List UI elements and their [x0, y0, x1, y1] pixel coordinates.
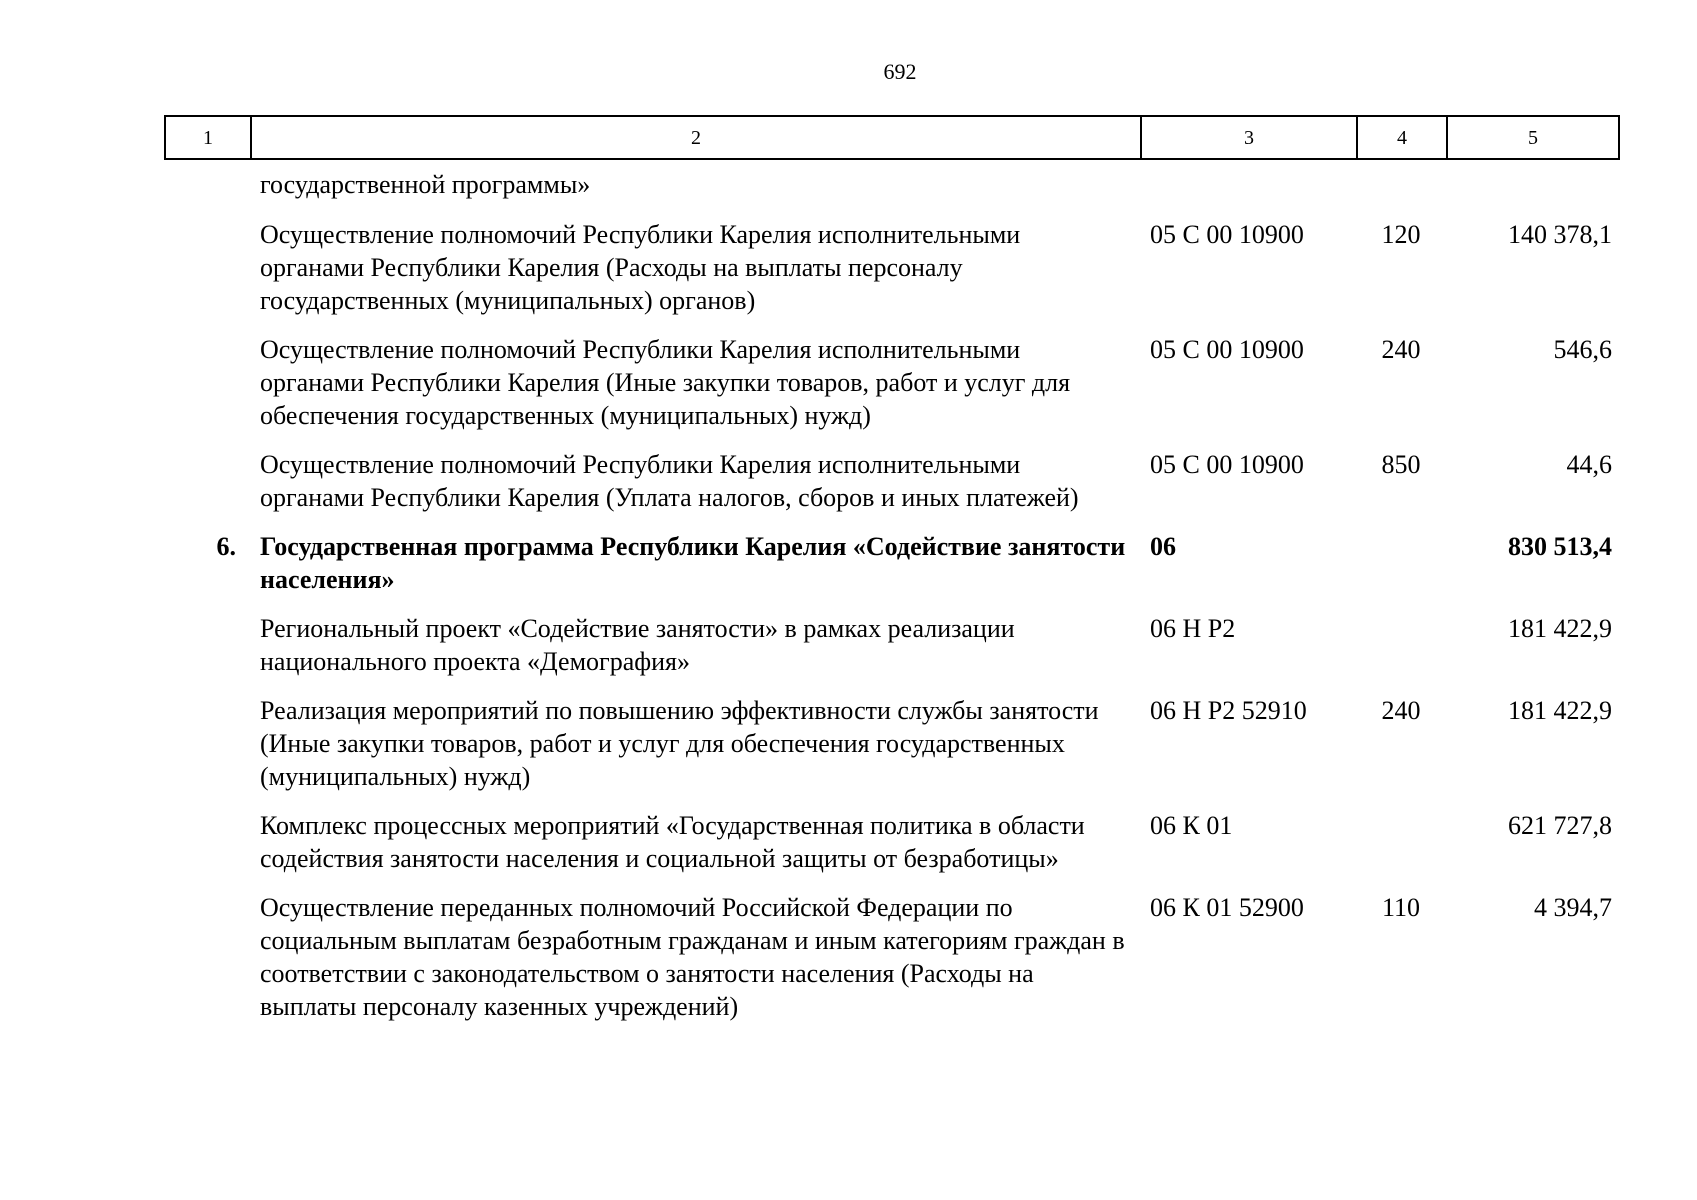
row-code: 06 Н Р2 52910 — [1150, 696, 1307, 725]
row-name: Государственная программа Республики Карелия «Содействие занятости населения» — [260, 532, 1126, 594]
table-row — [164, 891, 1620, 1023]
row-name: Осуществление переданных полномочий Российской Федерации по социальным выплатам безработным гражданам и иным категориям граждан в соответствии с законодательством о занятости населения (Расходы на выплаты персоналу казенных учреждений) — [260, 893, 1125, 1021]
table-row — [164, 694, 1620, 793]
row-amount: 44,6 — [1566, 450, 1612, 479]
row-expense-type — [1356, 612, 1446, 678]
row-code: 06 К 01 — [1150, 811, 1233, 840]
row-code: 05 С 00 10900 — [1150, 450, 1304, 479]
table-header — [164, 115, 1620, 160]
header-col-1: 1 — [166, 117, 252, 158]
row-name: Осуществление полномочий Республики Карелия исполнительными органами Республики Карелия (Уплата налогов, сборов и иных платежей) — [260, 450, 1079, 512]
row-expense-type — [1356, 809, 1446, 875]
header-col-3: 3 — [1142, 117, 1358, 158]
row-code: 05 С 00 10900 — [1150, 220, 1304, 249]
row-name: Региональный проект «Содействие занятости» в рамках реализации национального проекта «Демография» — [260, 614, 1015, 676]
table-row — [164, 218, 1620, 317]
row-number — [164, 218, 250, 317]
row-number — [164, 694, 250, 793]
row-number — [164, 333, 250, 432]
table-row — [164, 333, 1620, 432]
header-col-4: 4 — [1358, 117, 1448, 158]
row-name: Реализация мероприятий по повышению эффективности службы занятости (Иные закупки товаров, работ и услуг для обеспечения государственных (муниципальных) нужд) — [260, 696, 1099, 791]
row-code: 06 — [1150, 532, 1176, 561]
row-amount — [1446, 168, 1620, 201]
row-expense-type — [1356, 168, 1446, 201]
row-amount: 546,6 — [1553, 335, 1612, 364]
table-row — [164, 448, 1620, 514]
row-amount: 140 378,1 — [1508, 220, 1612, 249]
row-expense-type: 850 — [1381, 450, 1421, 479]
page-number: 692 — [883, 59, 917, 84]
row-expense-type — [1356, 530, 1446, 596]
table-row — [164, 168, 1620, 201]
row-number: 6. — [216, 532, 236, 561]
row-number — [164, 891, 250, 1023]
row-expense-type: 120 — [1381, 220, 1421, 249]
row-code — [1140, 168, 1356, 201]
row-code: 05 С 00 10900 — [1150, 335, 1304, 364]
row-expense-type: 240 — [1381, 335, 1421, 364]
row-amount: 830 513,4 — [1508, 532, 1612, 561]
row-code: 06 К 01 52900 — [1150, 893, 1304, 922]
table-body — [164, 168, 1620, 1039]
row-name: Осуществление полномочий Республики Карелия исполнительными органами Республики Карелия (Расходы на выплаты персоналу государственных (муниципальных) органов) — [260, 220, 1021, 315]
row-number — [164, 612, 250, 678]
row-name: государственной программы» — [260, 170, 591, 199]
row-number — [164, 448, 250, 514]
row-code: 06 Н Р2 — [1150, 614, 1236, 643]
row-number — [164, 168, 250, 201]
header-col-5: 5 — [1528, 126, 1538, 149]
row-amount: 621 727,8 — [1508, 811, 1612, 840]
row-amount: 181 422,9 — [1508, 614, 1612, 643]
row-expense-type: 110 — [1381, 893, 1421, 922]
row-name: Осуществление полномочий Республики Карелия исполнительными органами Республики Карелия (Иные закупки товаров, работ и услуг для обеспечения государственных (муниципальных) нужд) — [260, 335, 1071, 430]
row-expense-type: 240 — [1381, 696, 1421, 725]
header-col-2: 2 — [252, 117, 1142, 158]
table-row — [164, 809, 1620, 875]
row-amount: 4 394,7 — [1534, 893, 1612, 922]
table-row — [164, 612, 1620, 678]
row-number — [164, 809, 250, 875]
row-amount: 181 422,9 — [1508, 696, 1612, 725]
table-row — [164, 530, 1620, 596]
row-name: Комплекс процессных мероприятий «Государственная политика в области содействия занятости населения и социальной защиты от безработицы» — [260, 811, 1085, 873]
